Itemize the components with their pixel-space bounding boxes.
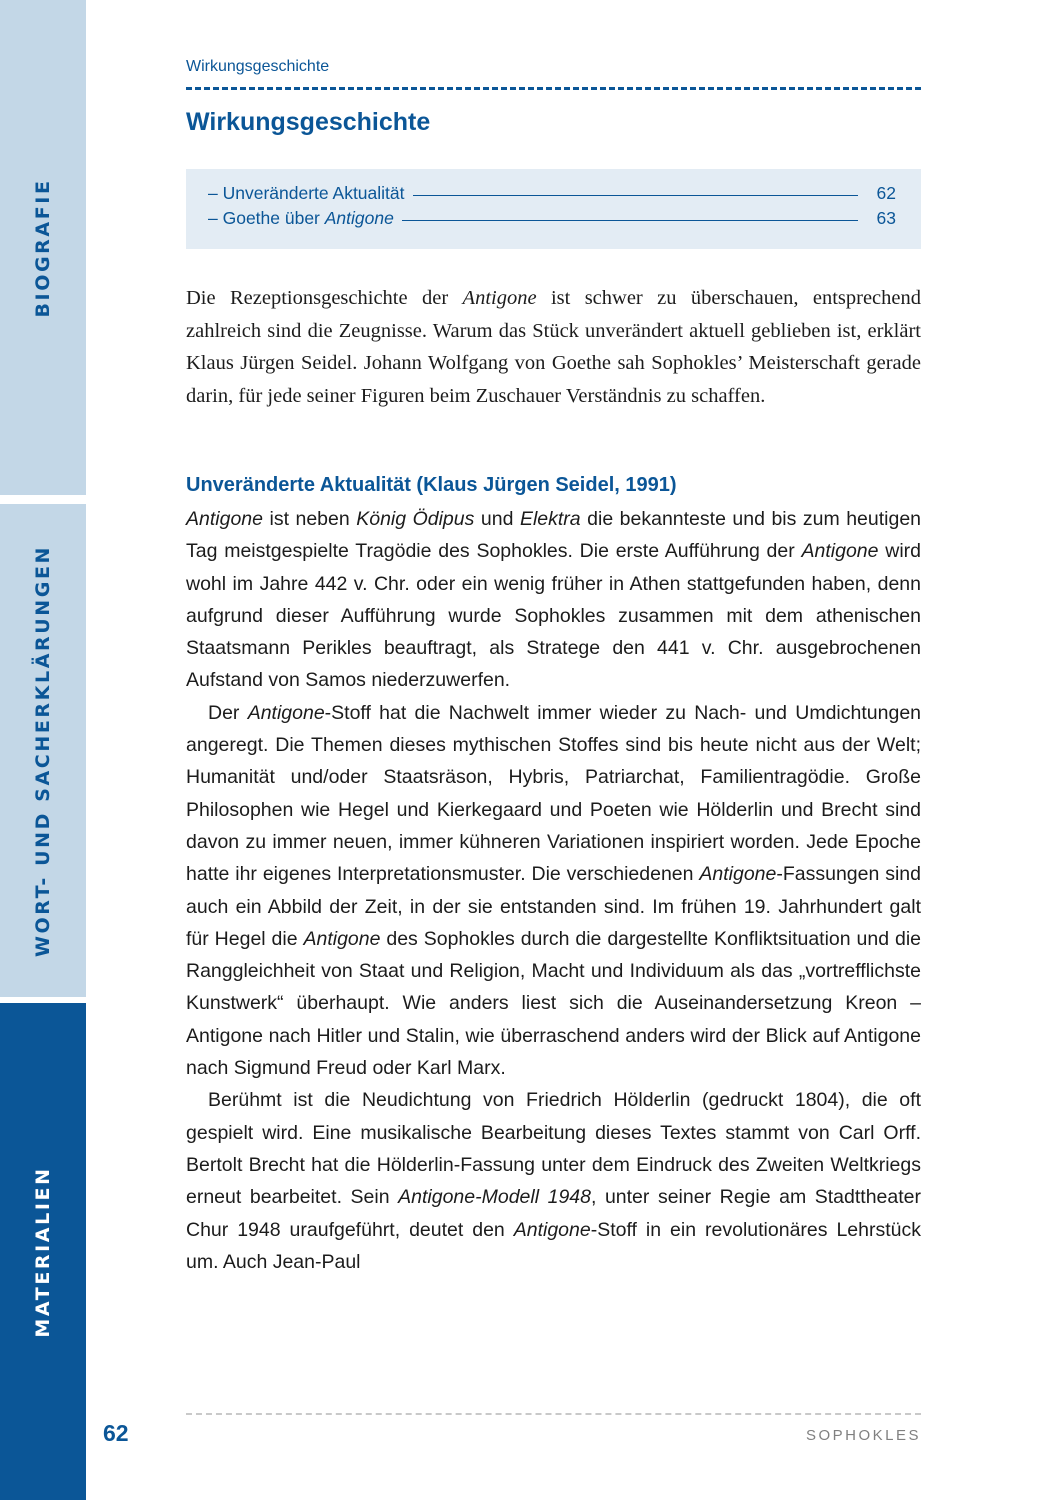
tab-materialien[interactable]: [0, 1003, 86, 1500]
toc-item-label: – Unveränderte Aktualität: [208, 183, 405, 203]
tab-wort-und-sacherklaerungen[interactable]: [0, 504, 86, 997]
footer-author: SOPHOKLES: [805, 1427, 921, 1444]
body-paragraph: Antigone ist neben König Ödipus und Elektra die bekannteste und bis zum heutigen Tag meistgespielte Tragödie des Sophokles. Die erste Aufführung der Antigone wird wohl im Jahre 442 v. Chr. oder ein wenig früher in Athen stattgefunden haben, denn aufgrund dieser Aufführung wurde Sophokles zusammen mit dem athenischen Staatsmann Perikles beauftragt, als Stratege den 441 v. Chr. ausgebrochenen Aufstand von Samos niederzuwerfen.: [186, 508, 922, 692]
tab-label: WORT- UND SACHERKLÄRUNGEN: [32, 544, 54, 957]
toc-item-label: – Goethe über Antigone: [208, 208, 394, 228]
toc-page-number: 62: [876, 183, 896, 203]
page-number: 62: [103, 1420, 129, 1446]
body-paragraph: Der Antigone-Stoff hat die Nachwelt immer wieder zu Nach- und Umdichtungen angeregt. Die Themen dieses mythischen Stoffes sind bis heute nicht aus der Welt; Humanität und/oder Staatsräson, Hybris, Patriarchat, Familientragödie. Große Philosophen wie Hegel und Kierkegaard und Poeten wie Hölderlin und Brecht sind davon zu immer neuen, immer kühneren Variationen inspiriert worden. Jede Epoche hatte ihr eigenes Interpretationsmuster. Die verschiedenen Antigone-Fassungen sind auch ein Abbild der Zeit, in der sie entstanden sind. Im frühen 19. Jahrhundert galt für Hegel die Antigone des Sophokles durch die dargestellte Konfliktsituation und die Ranggleichheit von Staat und Religion, Macht und Individuum als das „vortrefflichste Kunstwerk“ überhaupt. Wie anders liest sich die Auseinandersetzung Kreon – Antigone nach Hitler und Stalin, wie überraschend anders wird der Blick auf Antigone nach Sigmund Freud oder Karl Marx.: [186, 701, 922, 1080]
tab-label: BIOGRAFIE: [32, 177, 54, 318]
sidebar: [0, 0, 86, 1500]
section-body: [186, 503, 921, 1278]
toc-item[interactable]: [208, 208, 896, 232]
intro-paragraph: Die Rezeptionsgeschichte der Antigone ist schwer zu überschauen, entsprechend zahlreich sind die Zeugnisse. Warum das Stück unverändert aktuell geblieben ist, erklärt Klaus Jürgen Seidel. Johann Wolfgang von Goethe sah Sophokles’ Meisterschaft gerade darin, für jede seiner Figuren beim Zuschauer Verständnis zu schaffen.: [186, 287, 921, 407]
toc-item[interactable]: [208, 183, 896, 207]
tab-label: MATERIALIEN: [32, 1165, 54, 1338]
toc-leader: [402, 220, 858, 221]
section-heading: Unveränderte Aktualität (Klaus Jürgen Seidel, 1991): [186, 474, 677, 496]
tab-biografie[interactable]: [0, 0, 86, 495]
table-of-contents: [186, 169, 921, 249]
toc-page-number: 63: [876, 208, 896, 228]
toc-leader: [413, 195, 858, 196]
footer-divider: [186, 1413, 921, 1415]
page-title: Wirkungsgeschichte: [186, 108, 431, 136]
header-divider: [186, 87, 921, 90]
running-head: Wirkungsgeschichte: [186, 58, 330, 75]
body-paragraph: Berühmt ist die Neudichtung von Friedrich Hölderlin (gedruckt 1804), die oft gespielt wird. Eine musikalische Bearbeitung dieses Textes stammt von Carl Orff. Bertolt Brecht hat die Hölderlin-Fassung unter dem Eindruck des Zweiten Weltkriegs erneut bearbeitet. Sein Antigone-Modell 1948, unter seiner Regie am Stadttheater Chur 1948 uraufgeführt, deutet den Antigone-Stoff in ein revolutionäres Lehrstück um. Auch Jean-Paul: [186, 1089, 921, 1273]
